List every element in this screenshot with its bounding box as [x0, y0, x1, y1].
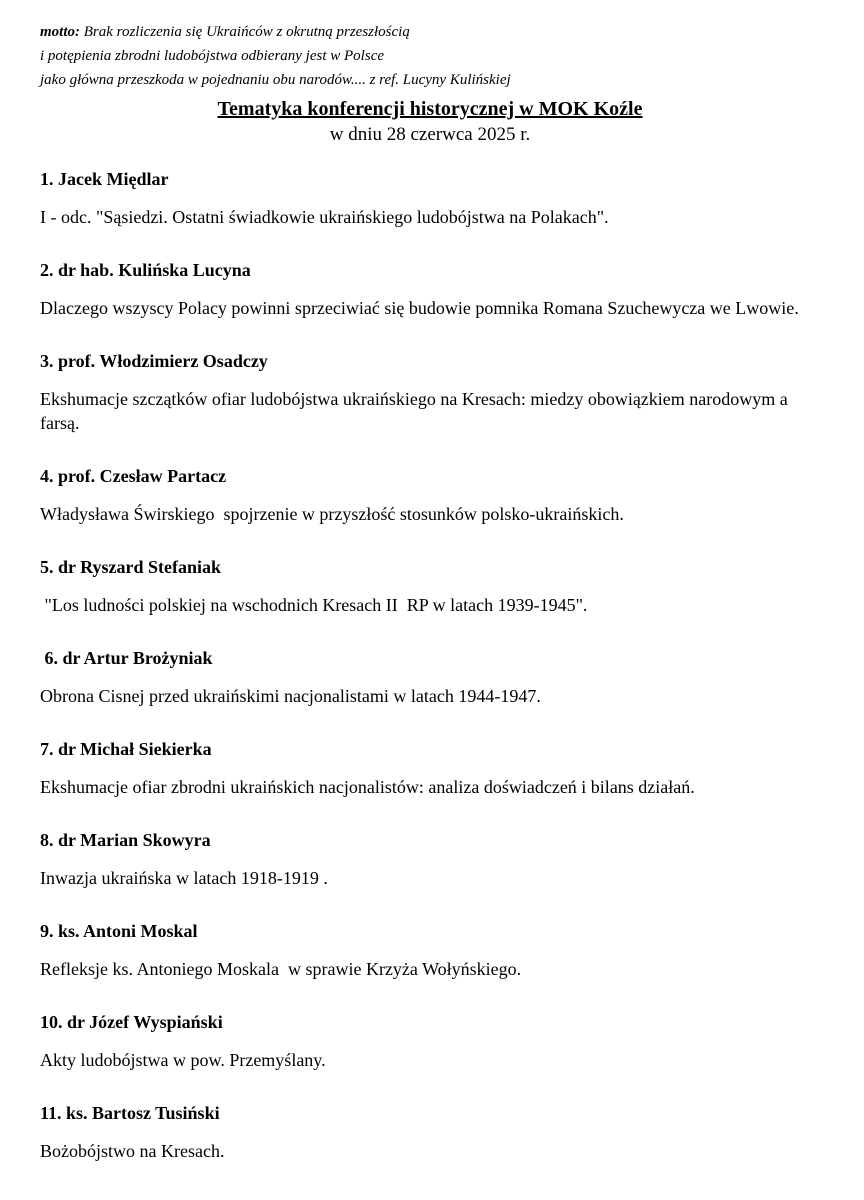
- page-title: Tematyka konferencji historycznej w MOK Koźle: [217, 98, 643, 120]
- agenda-item: [40, 1010, 820, 1072]
- motto-line-3: jako główna przeszkoda w pojednaniu obu narodów.... z ref. Lucyny Kulińskiej: [40, 72, 511, 88]
- agenda-item: [40, 646, 820, 708]
- agenda-item: [40, 258, 820, 320]
- agenda-item: [40, 828, 820, 890]
- title-block: [40, 96, 820, 148]
- agenda-item-topic: Refleksje ks. Antoniego Moskala w sprawie Krzyża Wołyńskiego.: [40, 959, 522, 979]
- agenda-item-topic: Władysława Świrskiego spojrzenie w przyszłość stosunków polsko-ukraińskich.: [40, 504, 624, 524]
- agenda-item-speaker: 5. dr Ryszard Stefaniak: [40, 557, 222, 577]
- motto-line-1: [40, 20, 820, 44]
- agenda-list: [40, 167, 820, 1163]
- agenda-item-speaker: 1. Jacek Międlar: [40, 169, 169, 189]
- agenda-item-speaker: 10. dr Józef Wyspiański: [40, 1012, 223, 1032]
- agenda-item-speaker: 7. dr Michał Siekierka: [40, 739, 212, 759]
- agenda-item-topic: Ekshumacje ofiar zbrodni ukraińskich nacjonalistów: analiza doświadczeń i bilans działań.: [40, 777, 695, 797]
- motto-label: motto:: [40, 24, 80, 40]
- agenda-item: [40, 167, 820, 229]
- agenda-item-topic: "Los ludności polskiej na wschodnich Kresach II RP w latach 1939-1945".: [40, 595, 588, 615]
- agenda-item-topic: Bożobójstwo na Kresach.: [40, 1141, 225, 1161]
- agenda-item-speaker: 9. ks. Antoni Moskal: [40, 921, 198, 941]
- agenda-item: [40, 349, 820, 435]
- page-subtitle: w dniu 28 czerwca 2025 r.: [329, 124, 531, 145]
- agenda-item: [40, 1101, 820, 1163]
- agenda-item-speaker: 11. ks. Bartosz Tusiński: [40, 1103, 220, 1123]
- agenda-item-speaker: 4. prof. Czesław Partacz: [40, 466, 227, 486]
- agenda-item: [40, 919, 820, 981]
- motto: [40, 20, 820, 92]
- agenda-item-topic: Dlaczego wszyscy Polacy powinni sprzeciwiać się budowie pomnika Romana Szuchewycza we Lwowie.: [40, 298, 799, 318]
- agenda-item-topic: I - odc. "Sąsiedzi. Ostatni świadkowie ukraińskiego ludobójstwa na Polakach".: [40, 207, 609, 227]
- agenda-item: [40, 464, 820, 526]
- agenda-item-topic: Akty ludobójstwa w pow. Przemyślany.: [40, 1050, 326, 1070]
- agenda-item-speaker: 3. prof. Włodzimierz Osadczy: [40, 351, 268, 371]
- agenda-item-speaker: 6. dr Artur Brożyniak: [40, 648, 213, 668]
- agenda-item-topic: Ekshumacje szczątków ofiar ludobójstwa ukraińskiego na Kresach: miedzy obowiązkiem narodowym a farsą.: [40, 389, 793, 433]
- agenda-item: [40, 555, 820, 617]
- agenda-item-speaker: 2. dr hab. Kulińska Lucyna: [40, 260, 251, 280]
- agenda-item-speaker: 8. dr Marian Skowyra: [40, 830, 211, 850]
- agenda-item: [40, 737, 820, 799]
- motto-line-2: i potępienia zbrodni ludobójstwa odbierany jest w Polsce: [40, 48, 385, 64]
- agenda-item-topic: Obrona Cisnej przed ukraińskimi nacjonalistami w latach 1944-1947.: [40, 686, 541, 706]
- agenda-item-topic: Inwazja ukraińska w latach 1918-1919 .: [40, 868, 328, 888]
- motto-line-1-text: Brak rozliczenia się Ukraińców z okrutną przeszłością: [80, 24, 410, 40]
